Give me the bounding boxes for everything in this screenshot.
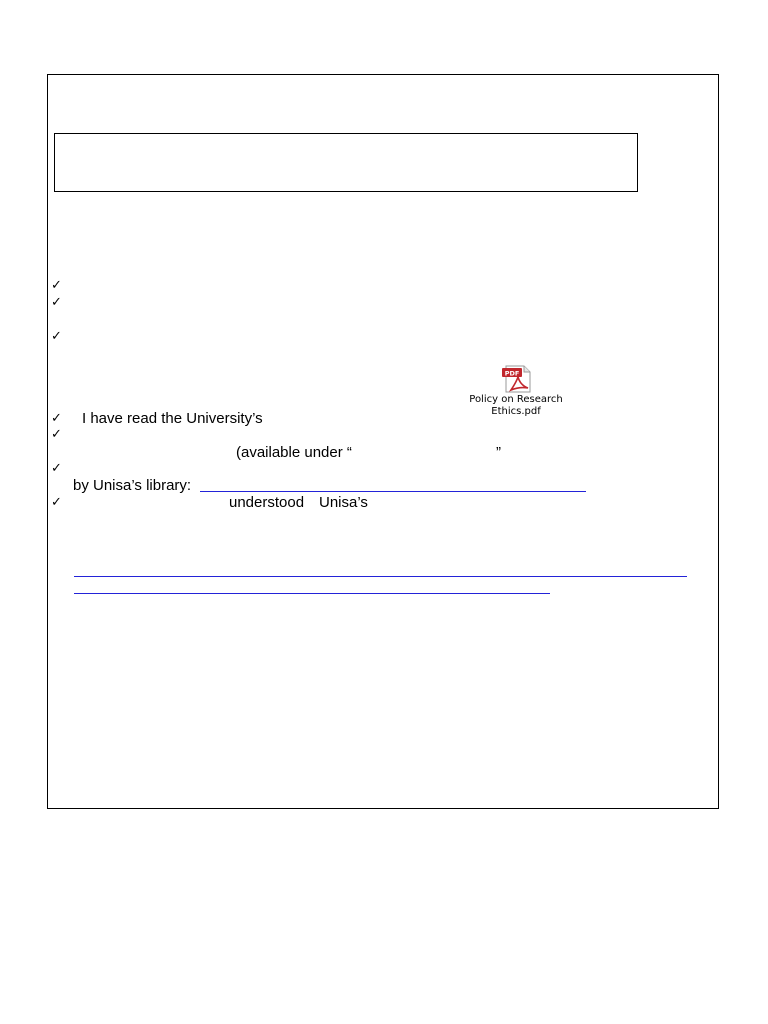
heading-box [54, 133, 638, 192]
closing-quote-text: ” [496, 444, 501, 461]
checkmark-icon: ✓ [51, 278, 62, 293]
pdf-file-icon [502, 365, 532, 393]
checkmark-icon: ✓ [51, 411, 62, 426]
checkmark-icon: ✓ [51, 329, 62, 344]
pdf-filename: Policy on Research Ethics.pdf [469, 394, 563, 417]
checkmark-icon: ✓ [51, 295, 62, 310]
reference-link-line-1[interactable] [74, 576, 687, 577]
policy-pdf-attachment[interactable] [466, 365, 566, 421]
read-policy-text: I have read the University’s [82, 410, 263, 427]
checkmark-icon: ✓ [51, 495, 62, 510]
understood-text: understood [229, 494, 305, 511]
checkmark-icon: ✓ [51, 427, 62, 442]
library-label-text: by Unisa’s library: [73, 477, 192, 494]
reference-link-line-2[interactable] [74, 593, 550, 594]
pdf-badge-text: PDF [504, 369, 520, 378]
available-under-text: (available under “ [236, 444, 352, 461]
checkmark-icon: ✓ [51, 461, 62, 476]
unisa-text: Unisa’s [319, 494, 368, 511]
library-link[interactable] [200, 491, 586, 492]
